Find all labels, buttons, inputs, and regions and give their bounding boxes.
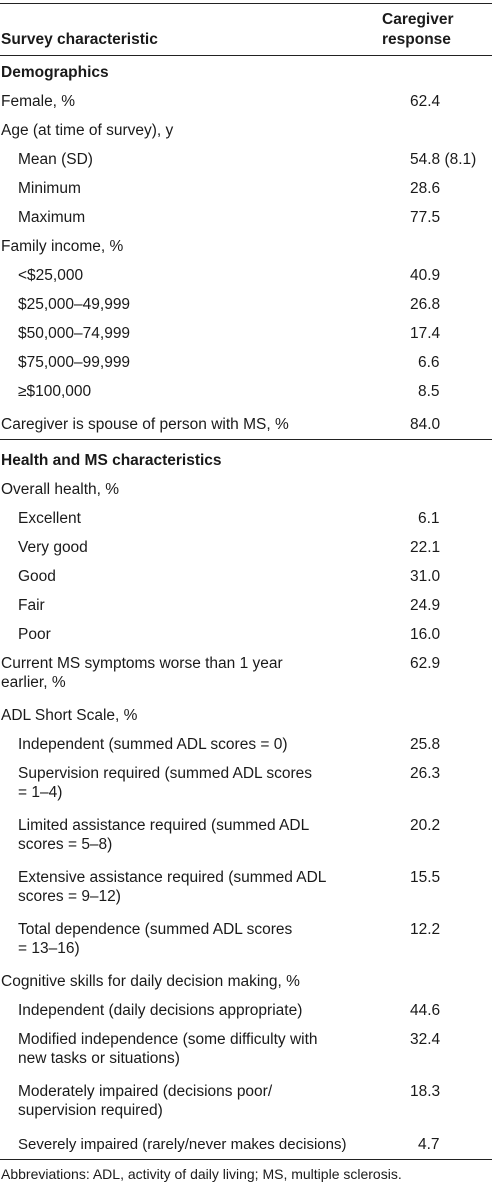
- column-header-response-line1: Caregiver: [382, 11, 454, 28]
- row-value: 32.4: [410, 1031, 441, 1048]
- row-value: 4.7: [418, 1136, 440, 1153]
- row-value: 6.6: [418, 354, 440, 371]
- section-heading-health: Health and MS characteristics: [1, 452, 222, 469]
- row-value: 40.9: [410, 267, 441, 284]
- column-header-characteristic: Survey characteristic: [1, 31, 158, 48]
- row-value: 62.4: [410, 93, 441, 110]
- section-heading-demographics: Demographics: [1, 64, 109, 81]
- row-value: 28.6: [410, 180, 441, 197]
- row-label: Severely impaired (rarely/never makes decisions): [18, 1136, 347, 1153]
- row-label-line2: scores = 9–12): [18, 888, 121, 905]
- row-value: 25.8: [410, 736, 441, 753]
- row-value: 84.0: [410, 416, 441, 433]
- row-label-line1: Modified independence (some difficulty with: [18, 1031, 318, 1048]
- row-value: 26.3: [410, 765, 441, 782]
- row-label: Good: [18, 568, 56, 585]
- row-label: Poor: [18, 626, 51, 643]
- row-value: 62.9: [410, 655, 441, 672]
- row-label: Fair: [18, 597, 45, 614]
- row-value: 6.1: [418, 510, 440, 527]
- row-label: $50,000–74,999: [18, 325, 131, 342]
- row-label-line1: Limited assistance required (summed ADL: [18, 817, 310, 834]
- row-value: 18.3: [410, 1083, 441, 1100]
- row-label: Family income, %: [1, 238, 124, 255]
- row-label: Cognitive skills for daily decision making, %: [1, 973, 300, 990]
- row-value: 44.6: [410, 1002, 441, 1019]
- row-label: ≥$100,000: [18, 383, 92, 400]
- row-label-line1: Extensive assistance required (summed ADL: [18, 869, 327, 886]
- row-label: $75,000–99,999: [18, 354, 131, 371]
- top-rule: [0, 3, 492, 4]
- row-label-line2: supervision required): [18, 1102, 163, 1119]
- row-label: Age (at time of survey), y: [1, 122, 174, 139]
- row-value: 22.1: [410, 539, 441, 556]
- row-label: <$25,000: [18, 267, 84, 284]
- bottom-rule: [0, 1159, 492, 1160]
- row-label-line2: scores = 5–8): [18, 836, 113, 853]
- header-rule: [0, 55, 492, 56]
- row-label-line1: Current MS symptoms worse than 1 year: [1, 655, 283, 672]
- row-value: 12.2: [410, 921, 441, 938]
- row-value: 26.8: [410, 296, 441, 313]
- column-header-response-line2: response: [382, 31, 451, 48]
- row-label: Independent (daily decisions appropriate): [18, 1002, 303, 1019]
- row-value: 20.2: [410, 817, 441, 834]
- row-label: Mean (SD): [18, 151, 93, 168]
- row-label-line1: Moderately impaired (decisions poor/: [18, 1083, 273, 1100]
- row-label-line1: Supervision required (summed ADL scores: [18, 765, 313, 782]
- section-rule: [0, 439, 492, 440]
- row-label-line1: Total dependence (summed ADL scores: [18, 921, 293, 938]
- row-label-line2: new tasks or situations): [18, 1050, 180, 1067]
- row-label: Female, %: [1, 93, 76, 110]
- row-label: Overall health, %: [1, 481, 120, 498]
- row-label: ADL Short Scale, %: [1, 707, 138, 724]
- row-value: 8.5: [418, 383, 440, 400]
- row-value: 77.5: [410, 209, 441, 226]
- table-footnote: Abbreviations: ADL, activity of daily living; MS, multiple sclerosis.: [1, 1166, 402, 1182]
- row-label-line2: earlier, %: [1, 674, 66, 691]
- row-value: 54.8 (8.1): [410, 151, 477, 168]
- row-label: $25,000–49,999: [18, 296, 131, 313]
- row-label: Very good: [18, 539, 88, 556]
- row-label: Independent (summed ADL scores = 0): [18, 736, 288, 753]
- row-label: Minimum: [18, 180, 81, 197]
- row-label: Caregiver is spouse of person with MS, %: [1, 416, 289, 433]
- row-value: 15.5: [410, 869, 441, 886]
- row-value: 24.9: [410, 597, 441, 614]
- row-value: 31.0: [410, 568, 441, 585]
- row-label: Maximum: [18, 209, 86, 226]
- row-label: Excellent: [18, 510, 81, 527]
- row-label-line2: = 13–16): [18, 940, 80, 957]
- row-value: 16.0: [410, 626, 441, 643]
- row-label-line2: = 1–4): [18, 784, 63, 801]
- row-value: 17.4: [410, 325, 441, 342]
